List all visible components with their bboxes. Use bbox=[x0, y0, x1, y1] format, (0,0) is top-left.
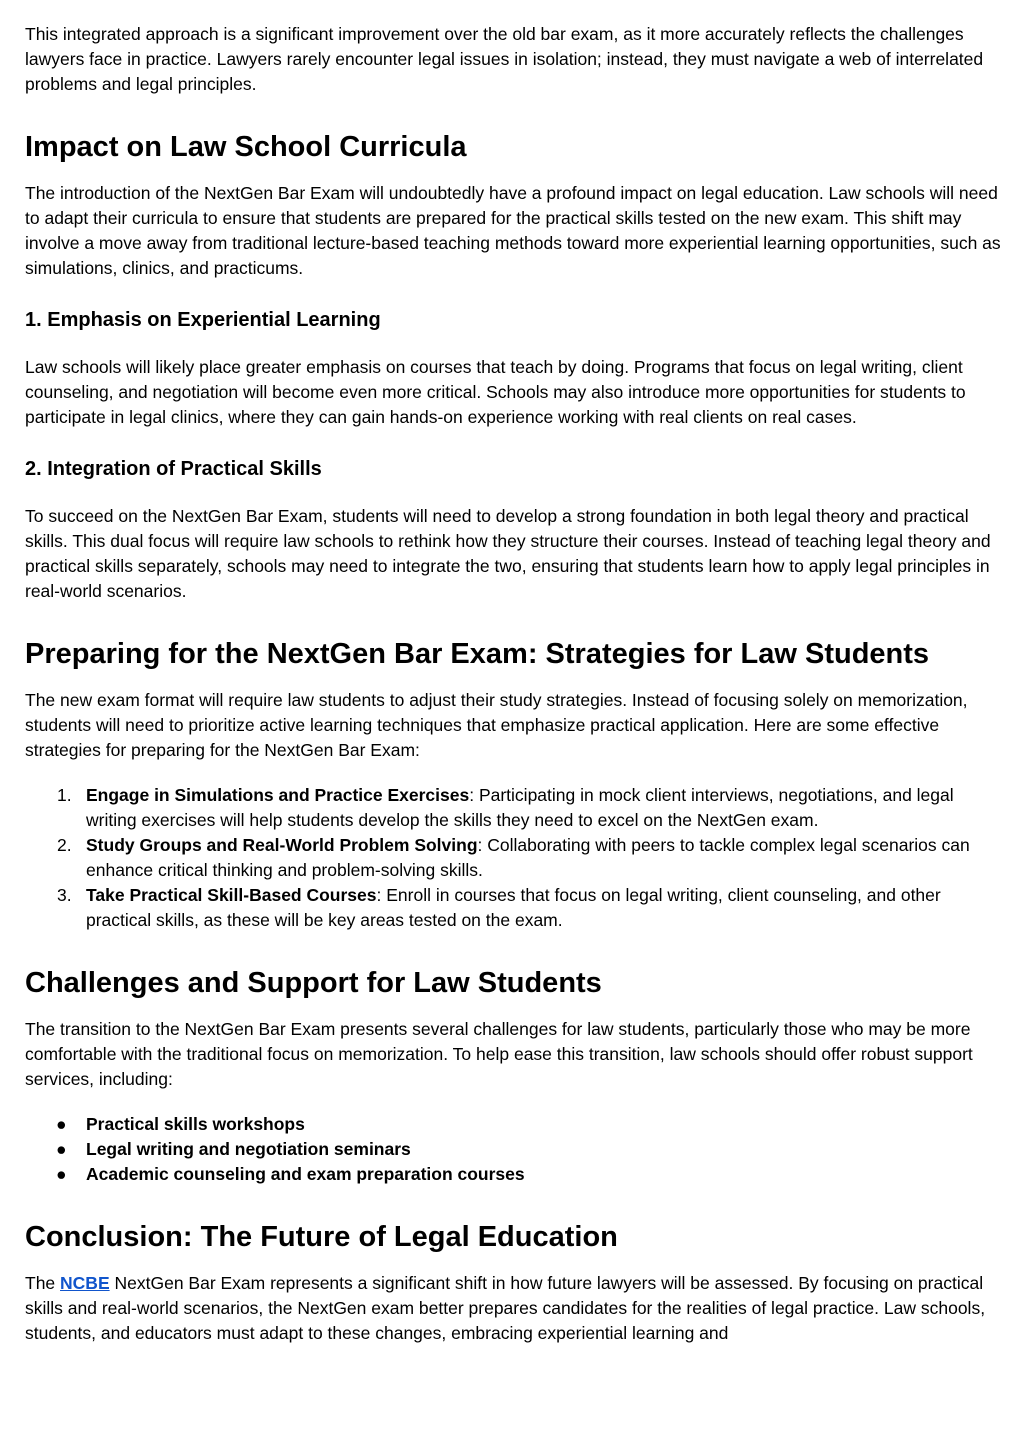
support-item: Legal writing and negotiation seminars bbox=[86, 1139, 411, 1159]
list-item bbox=[25, 783, 1001, 833]
section-heading-preparing: Preparing for the NextGen Bar Exam: Strategies for Law Students bbox=[25, 638, 930, 670]
support-item: Academic counseling and exam preparation courses bbox=[86, 1164, 525, 1184]
strategy-text: : Enroll in courses that focus on legal writing, client counseling, and other practical skills, as these will be key areas tested on the exam. bbox=[86, 885, 941, 930]
bullet-marker: ● bbox=[56, 1164, 67, 1184]
challenges-paragraph: The transition to the NextGen Bar Exam presents several challenges for law students, particularly those who may be more comfortable with the traditional focus on memorization. To help ease this transition, law schools should offer robust support services, including: bbox=[25, 1019, 973, 1089]
conclusion-lead: The bbox=[25, 1273, 61, 1293]
conclusion-text: NextGen Bar Exam represents a significant shift in how future lawyers will be assessed. By focusing on practical skills and real-world scenarios, the NextGen exam better prepares candidates for the realities of legal practice. Law schools, students, and educators must adapt to these changes, embracing experiential learning and bbox=[25, 1273, 986, 1343]
strategy-title: Study Groups and Real-World Problem Solving bbox=[86, 835, 478, 855]
document-page bbox=[25, 22, 1001, 1346]
section-heading-challenges: Challenges and Support for Law Students bbox=[25, 967, 602, 999]
section-heading-impact: Impact on Law School Curricula bbox=[25, 131, 467, 163]
strategy-text: : Collaborating with peers to tackle complex legal scenarios can enhance critical thinking and problem-solving skills. bbox=[86, 835, 970, 880]
list-marker: 3. bbox=[57, 885, 72, 905]
list-item bbox=[25, 1137, 1001, 1162]
strategy-text: : Participating in mock client interviews, negotiations, and legal writing exercises will help students develop the skills they need to excel on the NextGen exam. bbox=[86, 785, 954, 830]
list-marker: 2. bbox=[57, 835, 72, 855]
section-heading-conclusion: Conclusion: The Future of Legal Education bbox=[25, 1221, 618, 1253]
list-item bbox=[25, 1112, 1001, 1137]
conclusion-paragraph bbox=[25, 1271, 1001, 1346]
practical-skills-paragraph: To succeed on the NextGen Bar Exam, students will need to develop a strong foundation in both legal theory and practical skills. This dual focus will require law schools to rethink how they structure their courses. Instead of teaching legal theory and practical skills separately, schools may need to integrate the two, ensuring that students learn how to apply legal principles in real-world scenarios. bbox=[25, 506, 991, 601]
impact-paragraph: The introduction of the NextGen Bar Exam will undoubtedly have a profound impact on legal education. Law schools will need to adapt their curricula to ensure that students are prepared for the practical skills tested on the new exam. This shift may involve a move away from traditional lecture-based teaching methods toward more experiential learning opportunities, such as simulations, clinics, and practicums. bbox=[25, 183, 1001, 278]
strategy-title: Engage in Simulations and Practice Exercises bbox=[86, 785, 470, 805]
support-item: Practical skills workshops bbox=[86, 1114, 305, 1134]
preparing-paragraph: The new exam format will require law students to adjust their study strategies. Instead of focusing solely on memorization, students will need to prioritize active learning techniques that emphasize practical application. Here are some effective strategies for preparing for the NextGen Bar Exam: bbox=[25, 690, 968, 760]
experiential-learning-paragraph: Law schools will likely place greater emphasis on courses that teach by doing. Programs that focus on legal writing, client counseling, and negotiation will become even more critical. Schools may also introduce more opportunities for students to participate in legal clinics, where they can gain hands-on experience working with real clients on real cases. bbox=[25, 357, 966, 427]
subheading-experiential-learning: 1. Emphasis on Experiential Learning bbox=[25, 309, 381, 331]
list-item bbox=[25, 1162, 1001, 1187]
intro-paragraph: This integrated approach is a significant improvement over the old bar exam, as it more accurately reflects the challenges lawyers face in practice. Lawyers rarely encounter legal issues in isolation; instead, they must navigate a web of interrelated problems and legal principles. bbox=[25, 24, 984, 94]
bullet-marker: ● bbox=[56, 1139, 67, 1159]
bullet-marker: ● bbox=[56, 1114, 67, 1134]
list-marker: 1. bbox=[57, 785, 72, 805]
strategies-list bbox=[25, 783, 1001, 933]
ncbe-link[interactable]: NCBE bbox=[60, 1273, 110, 1293]
strategy-title: Take Practical Skill-Based Courses bbox=[86, 885, 377, 905]
subheading-practical-skills: 2. Integration of Practical Skills bbox=[25, 458, 322, 480]
list-item bbox=[25, 883, 1001, 933]
list-item bbox=[25, 833, 1001, 883]
support-list bbox=[25, 1112, 1001, 1187]
